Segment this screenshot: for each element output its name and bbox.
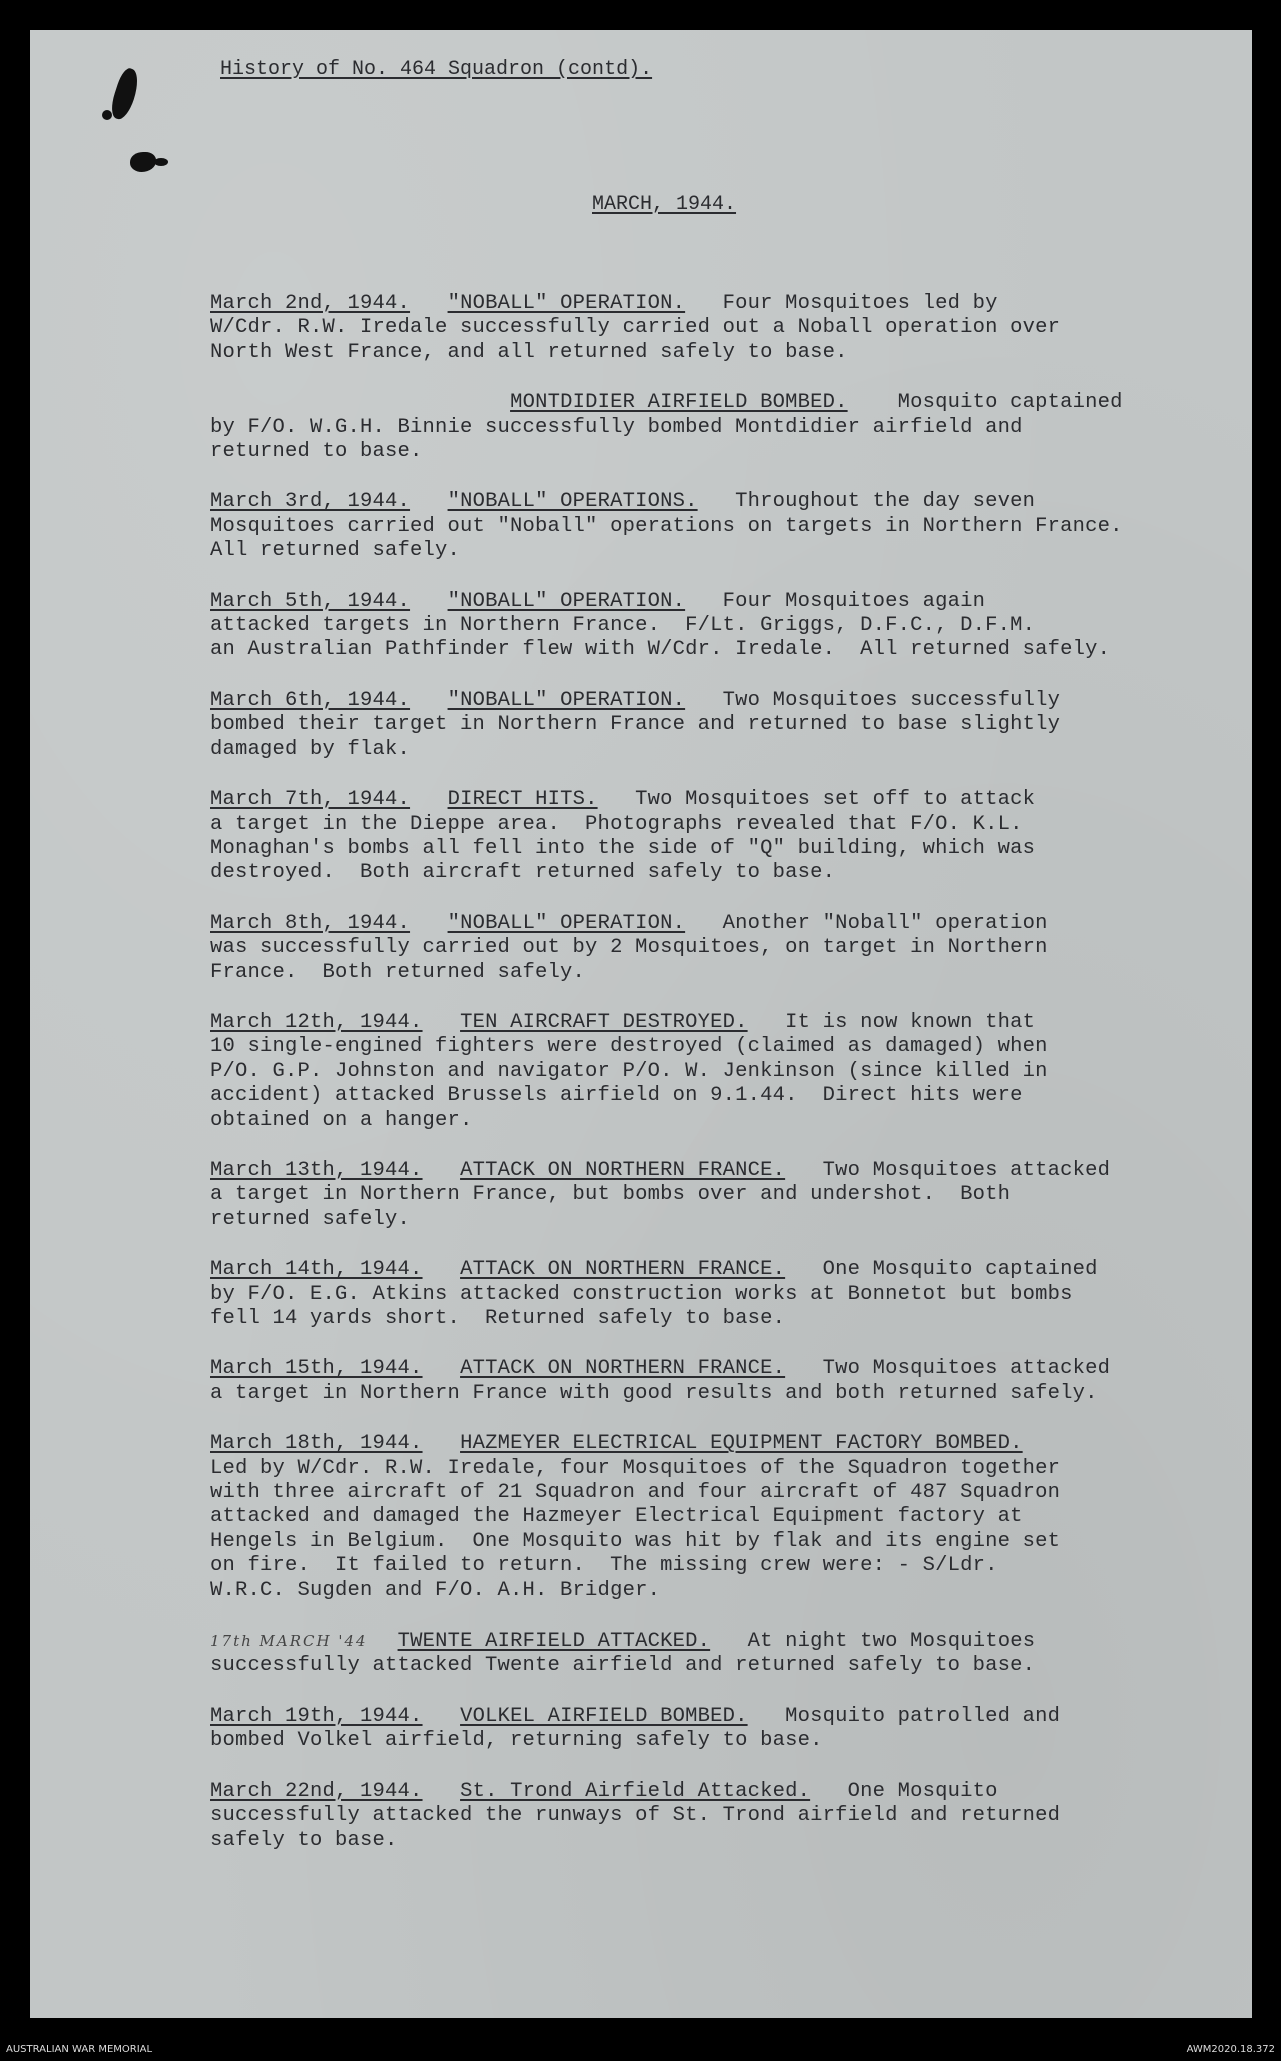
entry-title: "NOBALL" OPERATION.: [447, 292, 686, 315]
ink-blot: [107, 66, 142, 122]
entry-date: March 3rd, 1944.: [210, 490, 411, 514]
entry: [210, 490, 1190, 563]
entry-title: "NOBALL" OPERATION.: [447, 911, 686, 935]
document-page: [30, 30, 1252, 2018]
entry-date: March 6th, 1944.: [210, 688, 411, 712]
entry-title: TEN AIRCRAFT DESTROYED.: [460, 1010, 748, 1034]
ink-blot: [154, 158, 168, 166]
entry: [210, 1432, 1190, 1603]
page-header: History of No. 464 Squadron (contd).: [220, 58, 653, 81]
entry: [210, 1629, 1190, 1679]
entry-date: March 8th, 1944.: [210, 911, 411, 935]
entry-text: It is now known that 10 single-engined fighters were destroyed (claimed as damaged) when P/O. G.P. Johnston and navigator P/O. W. Jenkinson (since killed in accident) attacked Brussels airfield on 9.1.44. Direct hits were obtained on a hanger.: [210, 1010, 1048, 1132]
entry: [210, 1357, 1190, 1406]
entry-text: Throughout the day seven Mosquitoes carried out "Noball" operations on targets in Northern France. All returned safely.: [210, 490, 1123, 563]
entry-text: Two Mosquitoes attacked a target in Northern France, but bombs over and undershot. Both returned safely.: [210, 1158, 1111, 1231]
entry-date: March 5th, 1944.: [210, 589, 411, 613]
entry-text: Mosquito patrolled and bombed Volkel airfield, returning safely to base.: [210, 1704, 1061, 1753]
entry: [210, 391, 1190, 464]
entry-title: ATTACK ON NORTHERN FRANCE.: [460, 1357, 786, 1381]
entry-title: ATTACK ON NORTHERN FRANCE.: [460, 1158, 786, 1182]
entry: [210, 912, 1190, 985]
ink-blot: [130, 152, 156, 172]
entry-text: Another "Noball" operation was successfully carried out by 2 Mosquitoes, on target in Northern France. Both returned safely.: [210, 911, 1048, 984]
entry-title: TWENTE AIRFIELD ATTACKED.: [397, 1630, 711, 1654]
entry-text: One Mosquito successfully attacked the runways of St. Trond airfield and returned safely to base.: [210, 1779, 1061, 1852]
entry: [210, 292, 1190, 365]
entry-date: March 18th, 1944.: [210, 1432, 423, 1456]
entry-date: March 19th, 1944.: [210, 1704, 423, 1728]
entry-title: St. Trond Airfield Attacked.: [460, 1779, 811, 1803]
entry-title: DIRECT HITS.: [447, 788, 598, 812]
entry: [210, 1011, 1190, 1133]
entry: [210, 590, 1190, 663]
entry-title: "NOBALL" OPERATIONS.: [447, 490, 698, 514]
entry-date: March 2nd, 1944.: [210, 292, 411, 315]
entry: [210, 689, 1190, 762]
entry-text: Two Mosquitoes attacked a target in Northern France with good results and both returned safely.: [210, 1357, 1111, 1405]
entry-text: Four Mosquitoes led by W/Cdr. R.W. Iredale successfully carried out a Noball operation over North West France, and all returned safely to base.: [210, 292, 1061, 364]
entry-title: HAZMEYER ELECTRICAL EQUIPMENT FACTORY BOMBED.: [460, 1432, 1023, 1456]
entry-date: March 7th, 1944.: [210, 788, 411, 812]
entry-text: Two Mosquitoes set off to attack a target in the Dieppe area. Photographs revealed that F/O. K.L. Monaghan's bombs all fell into the side of "Q" building, which was destroyed. Both aircraft returned safely to base.: [210, 788, 1036, 885]
entry-date: March 22nd, 1944.: [210, 1779, 423, 1803]
entry-text: At night two Mosquitoes successfully attacked Twente airfield and returned safely to base.: [210, 1630, 1036, 1678]
entry: [210, 1159, 1190, 1232]
handwritten-date-annotation: 17th MARCH '44: [210, 1632, 368, 1651]
month-heading: MARCH, 1944.: [592, 193, 737, 216]
entry-date: March 14th, 1944.: [210, 1258, 423, 1282]
entry: [210, 1780, 1190, 1853]
entry: [210, 1258, 1190, 1331]
entry: [210, 1705, 1190, 1754]
entry-date: March 12th, 1944.: [210, 1010, 423, 1034]
entries-body: [210, 292, 1190, 1853]
entry-date: March 15th, 1944.: [210, 1357, 423, 1381]
footer-reference: AWM2020.18.372: [1186, 2044, 1275, 2055]
entry-text: Two Mosquitoes successfully bombed their target in Northern France and returned to base slightly damaged by flak.: [210, 688, 1061, 761]
ink-blot: [102, 110, 112, 120]
entry-title: "NOBALL" OPERATION.: [447, 589, 686, 613]
entry: [210, 788, 1190, 886]
entry-text: Mosquito captained by F/O. W.G.H. Binnie successfully bombed Montdidier airfield and returned to base.: [210, 391, 1123, 464]
entry-text: One Mosquito captained by F/O. E.G. Atkins attacked construction works at Bonnetot but bombs fell 14 yards short. Returned safely to base.: [210, 1258, 1098, 1330]
entry-text: Led by W/Cdr. R.W. Iredale, four Mosquitoes of the Squadron together with three aircraft of 21 Squadron and four aircraft of 487 Squadron attacked and damaged the Hazmeyer Electrical Equipment factory at Hengels in Belgium. One Mosquito was hit by flak and its engine set on fire. It failed to return. The missing crew were: - S/Ldr. W.R.C. Sugden and F/O. A.H. Bridger.: [210, 1456, 1061, 1602]
footer-source: AUSTRALIAN WAR MEMORIAL: [6, 2044, 153, 2055]
entry-title: VOLKEL AIRFIELD BOMBED.: [460, 1704, 748, 1728]
entry-title: ATTACK ON NORTHERN FRANCE.: [460, 1258, 786, 1282]
entry-title: MONTDIDIER AIRFIELD BOMBED.: [510, 391, 848, 415]
entry-text: Four Mosquitoes again attacked targets in Northern France. F/Lt. Griggs, D.F.C., D.F.M. an Australian Pathfinder flew with W/Cdr. Iredale. All returned safely.: [210, 589, 1111, 662]
entry-date: March 13th, 1944.: [210, 1158, 423, 1182]
entry-title: "NOBALL" OPERATION.: [447, 688, 686, 712]
